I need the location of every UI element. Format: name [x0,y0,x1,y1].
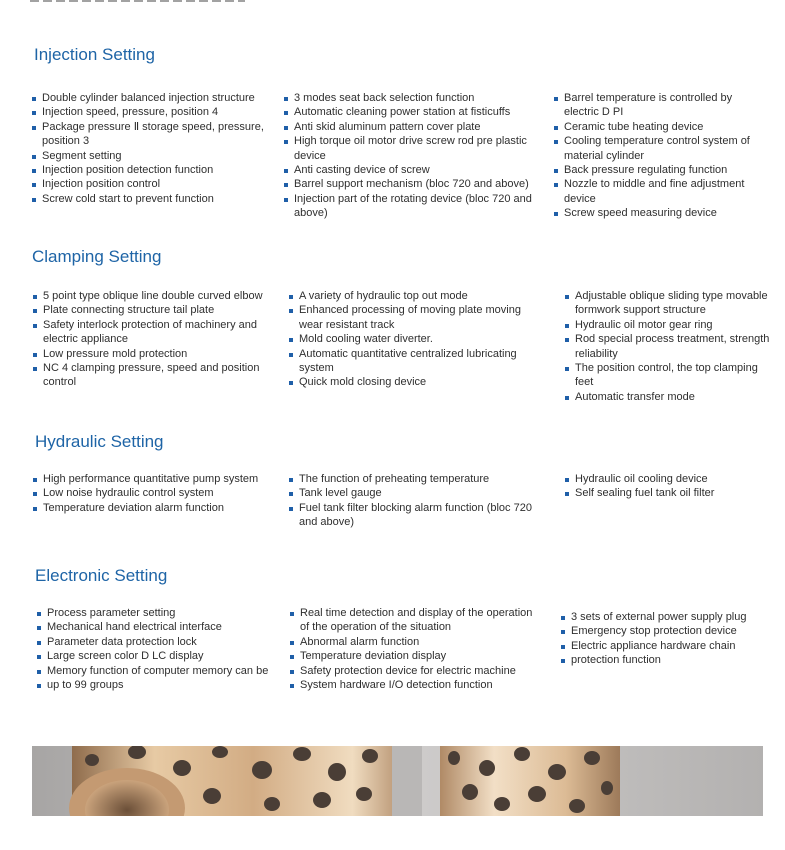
list-item-text: Self sealing fuel tank oil filter [575,487,715,500]
list-item [32,192,272,206]
bullet-square-icon [32,111,36,115]
clamping-list-col-3 [565,289,775,404]
list-item-text: Anti casting device of screw [294,164,430,177]
bullet-square-icon [37,641,41,645]
bullet-square-icon [32,198,36,202]
bullet-square-icon [33,507,37,511]
list-item-text: Quick mold closing device [299,376,427,389]
list-item-text: Automatic cleaning power station at fisticuffs [294,106,511,119]
list-item-text: Nozzle to middle and fine adjustment device [564,178,745,205]
list-item-text: Barrel temperature is controlled by electric D PI [564,92,733,119]
list-item-text: Large screen color D LC display [47,650,204,663]
list-item-text: Segment setting [42,149,122,162]
section-title-electronic: Electronic Setting [35,566,168,585]
list-item-text: Mold cooling water diverter. [299,333,433,346]
list-item-text: Temperature deviation display [300,650,447,663]
bullet-square-icon [290,641,294,645]
bullet-square-icon [290,684,294,688]
bullet-square-icon [554,97,558,101]
bullet-square-icon [32,126,36,130]
list-item [290,606,540,635]
list-item [289,486,539,500]
list-item [33,501,273,515]
bullet-square-icon [284,183,288,187]
bullet-square-icon [554,140,558,144]
bullet-square-icon [284,111,288,115]
list-item [290,678,540,692]
bullet-square-icon [37,684,41,688]
bullet-square-icon [554,169,558,173]
bullet-square-icon [32,169,36,173]
list-item [561,639,771,653]
list-item-text: Automatic quantitative centralized lubricating system [299,347,517,375]
list-item [284,134,534,163]
clamping-list-col-2 [289,289,534,390]
list-item-text: Fuel tank filter blocking alarm function (bloc 720 and above) [299,501,532,529]
list-item-text: Double cylinder balanced injection structure [42,92,255,104]
list-item-text: Barrel support mechanism (bloc 720 and above) [294,178,529,191]
list-item [565,361,775,390]
list-item-text: Ceramic tube heating device [564,120,704,133]
list-item [284,91,534,105]
list-item-text: High performance quantitative pump system [43,473,259,485]
list-item [290,635,540,649]
bullet-square-icon [289,338,293,342]
list-item-text: Cooling temperature control system of material cylinder [564,135,750,162]
list-item [554,177,759,206]
section-title-clamping: Clamping Setting [32,247,162,266]
list-item-text: High torque oil motor drive screw rod pre plastic device [294,135,527,162]
list-item [37,620,277,634]
list-item [289,347,534,376]
bullet-square-icon [37,655,41,659]
list-item [33,303,273,317]
list-item-text: Injection position detection function [42,164,214,177]
bullet-square-icon [289,507,293,511]
list-item-text: Memory function of computer memory can be [47,664,269,677]
bullet-square-icon [33,295,37,299]
list-item [32,120,272,149]
list-item-text: 5 point type oblique line double curved elbow [43,290,263,302]
bullet-square-icon [284,198,288,202]
bullet-square-icon [561,645,565,649]
bullet-square-icon [33,478,37,482]
list-item [561,610,771,624]
list-item [37,664,277,678]
list-item-text: A variety of hydraulic top out mode [299,290,468,302]
bullet-square-icon [290,655,294,659]
injection-list-col-3 [554,91,759,221]
list-item [289,303,534,332]
list-item-text: Safety interlock protection of machinery and electric appliance [43,318,258,346]
bullet-square-icon [565,338,569,342]
list-item [554,134,759,163]
clamping-list-col-1 [33,289,273,390]
bullet-square-icon [289,353,293,357]
list-item [33,472,273,486]
list-item [289,472,539,486]
list-item [32,105,272,119]
list-item [290,649,540,663]
bullet-square-icon [290,670,294,674]
list-item-text: Injection position control [42,178,161,191]
list-item-text: Injection speed, pressure, position 4 [42,106,219,119]
bullet-square-icon [561,630,565,634]
bullet-square-icon [284,140,288,144]
list-item-text: Parameter data protection lock [47,635,197,648]
bullet-square-icon [554,183,558,187]
list-item-text: Low noise hydraulic control system [43,487,214,500]
list-item [565,332,775,361]
list-item-text: Hydraulic oil motor gear ring [575,318,713,331]
list-item [37,635,277,649]
list-item-text: The function of preheating temperature [299,473,490,485]
list-item [289,289,534,303]
list-item [284,120,534,134]
list-item [565,289,775,318]
electronic-list-col-1 [37,606,277,692]
bullet-square-icon [554,126,558,130]
list-item [33,289,273,303]
bullet-square-icon [32,97,36,101]
bullet-square-icon [565,396,569,400]
list-item-text: Abnormal alarm function [300,635,420,648]
bullet-square-icon [33,492,37,496]
injection-list-col-1 [32,91,272,206]
list-item [565,390,775,404]
hydraulic-list-col-3 [565,472,775,501]
electronic-list-col-3 [561,610,771,668]
bullet-square-icon [289,295,293,299]
electronic-list-col-2 [290,606,540,692]
list-item [565,486,775,500]
injection-list-col-2 [284,91,534,221]
bullet-square-icon [565,492,569,496]
section-title-injection: Injection Setting [34,45,155,64]
list-item [33,361,273,390]
list-item-text: Mechanical hand electrical interface [47,621,222,634]
list-item [284,177,534,191]
bullet-square-icon [37,626,41,630]
bullet-square-icon [284,126,288,130]
list-item-text: Automatic transfer mode [575,390,695,403]
list-item-text: Low pressure mold protection [43,347,188,360]
list-item [33,486,273,500]
list-item-text: Tank level gauge [299,487,382,500]
bullet-square-icon [565,295,569,299]
bullet-square-icon [289,309,293,313]
list-item [554,206,759,220]
bullet-square-icon [561,659,565,663]
list-item [33,347,273,361]
list-item [284,105,534,119]
list-item [284,163,534,177]
list-item [561,653,771,667]
list-item [37,678,277,692]
list-item [561,624,771,638]
list-item [32,149,272,163]
bullet-square-icon [565,478,569,482]
bullet-square-icon [554,212,558,216]
list-item [554,91,759,120]
list-item-text: Safety protection device for electric machine [300,664,516,677]
list-item [37,606,277,620]
bullet-square-icon [33,309,37,313]
list-item [32,91,272,105]
bullet-square-icon [284,169,288,173]
bullet-square-icon [284,97,288,101]
hydraulic-list-col-2 [289,472,539,530]
bullet-square-icon [37,612,41,616]
bullet-square-icon [32,183,36,187]
list-item-text: Adjustable oblique sliding type movable formwork support structure [575,290,768,317]
bullet-square-icon [32,155,36,159]
list-item [284,192,534,221]
product-photo-bushings [32,746,763,816]
list-item [289,332,534,346]
list-item-text: The position control, the top clamping feet [575,362,758,389]
bullet-square-icon [37,670,41,674]
bullet-square-icon [289,478,293,482]
bullet-square-icon [33,367,37,371]
hydraulic-list-col-1 [33,472,273,515]
list-item-text: Anti skid aluminum pattern cover plate [294,120,481,133]
bullet-square-icon [565,367,569,371]
list-item-text: Hydraulic oil cooling device [575,473,708,485]
list-item-text: 3 sets of external power supply plug [571,611,747,623]
list-item [33,318,273,347]
list-item [554,120,759,134]
list-item-text: Back pressure regulating function [564,164,728,177]
list-item [32,163,272,177]
list-item-text: Injection part of the rotating device (bloc 720 and above) [294,192,532,220]
list-item [554,163,759,177]
list-item-text: Electric appliance hardware chain [571,639,736,652]
bullet-square-icon [565,324,569,328]
list-item [289,501,539,530]
list-item [565,472,775,486]
list-item-text: up to 99 groups [47,679,124,692]
bullet-square-icon [33,353,37,357]
list-item-text: Temperature deviation alarm function [43,501,224,514]
list-item-text: Screw cold start to prevent function [42,192,214,205]
list-item-text: 3 modes seat back selection function [294,92,475,104]
bullet-square-icon [289,492,293,496]
list-item-text: Real time detection and display of the operation of the operation of the situation [300,607,533,634]
list-item-text: protection function [571,654,661,667]
list-item-text: Enhanced processing of moving plate moving wear resistant track [299,304,521,331]
list-item [290,664,540,678]
list-item [289,375,534,389]
section-title-hydraulic: Hydraulic Setting [35,432,164,451]
bullet-square-icon [289,381,293,385]
cropped-heading-remnant [30,0,245,2]
list-item [37,649,277,663]
list-item [32,177,272,191]
bullet-square-icon [33,324,37,328]
bullet-square-icon [561,616,565,620]
list-item-text: Process parameter setting [47,607,176,619]
list-item-text: Screw speed measuring device [564,207,717,220]
bullet-square-icon [290,612,294,616]
list-item-text: Plate connecting structure tail plate [43,304,215,317]
list-item-text: NC 4 clamping pressure, speed and position control [43,362,260,389]
list-item [565,318,775,332]
list-item-text: Package pressure Ⅱ storage speed, pressure, position 3 [42,120,264,148]
list-item-text: Rod special process treatment, strength reliability [575,333,770,360]
list-item-text: System hardware I/O detection function [300,679,493,692]
list-item-text: Emergency stop protection device [571,625,737,638]
